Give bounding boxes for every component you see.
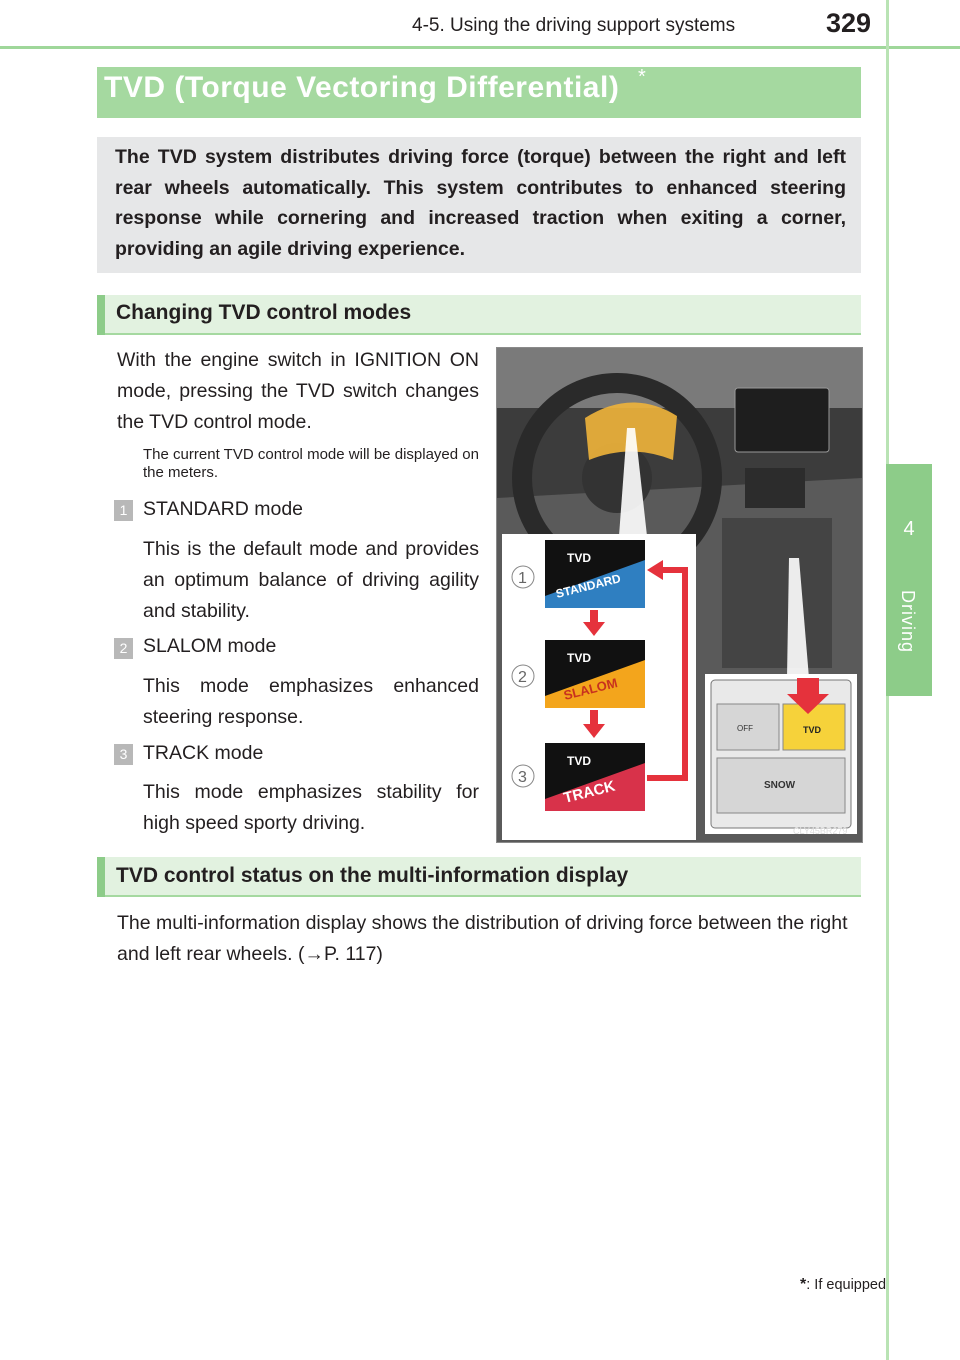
- tvd-switch-label: TVD: [803, 725, 821, 735]
- callout-circle-1-label: 1: [518, 570, 527, 587]
- callout-number-1: 1: [114, 500, 133, 521]
- mode-desc-standard: This is the default mode and provides an optimum balance of driving agility and stability.: [143, 538, 479, 622]
- mode-desc-track: This mode emphasizes stability for high speed sporty driving.: [143, 781, 479, 834]
- chapter-number: 4: [903, 518, 915, 540]
- page-number: 329: [826, 8, 872, 38]
- chapter-label: Driving: [898, 590, 918, 654]
- body-paragraph-display: The multi-information display shows the distribution of driving force between the right and left rear wheels. (→P. 117): [117, 912, 848, 965]
- page-title: TVD (Torque Vectoring Differential): [104, 71, 620, 104]
- dashboard-drawing: [497, 348, 862, 842]
- meter-slalom: [545, 640, 645, 708]
- intro-text: The TVD system distributes driving force (torque) between the right and left rear wheels automatically. This system contributes to enhanced steering response while cornering and increased traction when exiting a corner, providing an agile driving experience.: [115, 146, 846, 260]
- meter-standard: [545, 540, 645, 608]
- meter-slalom-bottom: SLALOM: [562, 675, 619, 703]
- chapter-tab[interactable]: [886, 464, 932, 696]
- tvd-illustration: [496, 347, 863, 843]
- mode-title-track: TRACK mode: [143, 742, 264, 764]
- meter-standard-bottom: STANDARD: [554, 571, 623, 601]
- note-text: The current TVD control mode will be displayed on the meters.: [143, 446, 479, 481]
- meter-slalom-top: TVD: [567, 651, 591, 665]
- section-heading-accent: [97, 295, 105, 335]
- section-heading-changing-modes: Changing TVD control modes: [116, 301, 412, 324]
- meter-track-bottom: TRACK: [561, 777, 617, 807]
- center-screen: [735, 388, 829, 452]
- meter-track: [545, 743, 645, 811]
- snow-switch-label: SNOW: [764, 780, 796, 791]
- section-heading-accent: [97, 857, 105, 897]
- vsc-off-label: OFF: [737, 724, 753, 733]
- callout-number-3: 3: [114, 744, 133, 765]
- mode-title-slalom: SLALOM mode: [143, 635, 277, 657]
- callout-circle-3-label: 3: [518, 769, 527, 786]
- illustration-code: CLY45BR279: [793, 826, 848, 836]
- meter-track-top: TVD: [567, 754, 591, 768]
- header-rule: [0, 46, 960, 49]
- body-paragraph: With the engine switch in IGNITION ON mode, pressing the TVD switch changes the TVD control mode.: [117, 349, 479, 433]
- section-heading-status-display: TVD control status on the multi-information display: [116, 864, 629, 887]
- mode-title-standard: STANDARD mode: [143, 498, 304, 520]
- footnote-marker: *: [800, 1276, 807, 1293]
- center-vents: [745, 468, 805, 508]
- meter-standard-top: TVD: [567, 551, 591, 565]
- mode-desc-slalom: This mode emphasizes enhanced steering response.: [143, 675, 479, 728]
- footnote: [800, 1276, 886, 1294]
- footnote-text: : If equipped: [806, 1277, 887, 1293]
- callout-circle-2-label: 2: [518, 669, 527, 686]
- center-console: [722, 518, 832, 668]
- running-header-section: 4-5. Using the driving support systems: [412, 15, 736, 36]
- callout-number-2: 2: [114, 638, 133, 659]
- if-equipped-marker: *: [638, 66, 646, 88]
